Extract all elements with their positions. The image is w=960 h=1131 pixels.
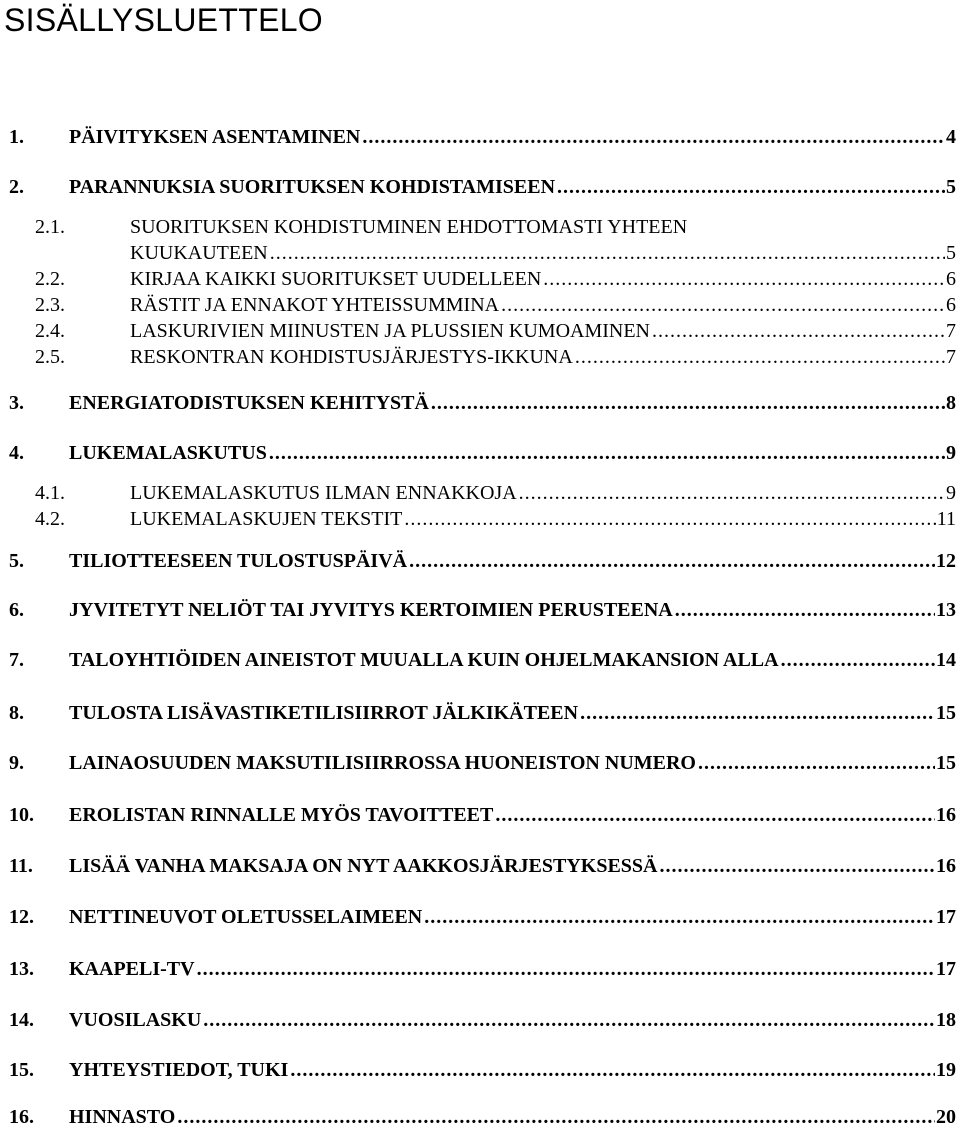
toc-entry-number: 11. <box>9 855 33 877</box>
toc-entry-title: LAINAOSUUDEN MAKSUTILISIIRROSSA HUONEISTON NUMERO <box>69 752 696 774</box>
toc-entry-title: PÄIVITYKSEN ASENTAMINEN <box>69 126 361 148</box>
toc-entry-title: LISÄÄ VANHA MAKSAJA ON NYT AAKKOSJÄRJESTYKSESSÄ <box>69 855 658 877</box>
toc-entry[interactable] <box>0 647 960 673</box>
toc-entry-page: 20 <box>936 1106 956 1128</box>
toc-entry-title: KIRJAA KAIKKI SUORITUKSET UUDELLEEN <box>130 268 542 290</box>
toc-entry-number: 14. <box>9 1009 34 1031</box>
toc-entry-number: 12. <box>9 906 34 928</box>
toc-dot-leader <box>270 240 945 266</box>
toc-entry[interactable] <box>0 548 960 574</box>
toc-entry-number: 2.3. <box>35 294 65 316</box>
toc-entry-number: 2.4. <box>35 320 65 342</box>
toc-entry-title: ENERGIATODISTUKSEN KEHITYSTÄ <box>69 392 429 414</box>
toc-entry-number: 16. <box>9 1106 34 1128</box>
toc-entry[interactable] <box>0 240 960 266</box>
toc-entry[interactable] <box>0 124 960 150</box>
toc-dot-leader <box>660 853 936 879</box>
toc-entry[interactable] <box>0 904 960 930</box>
toc-dot-leader <box>519 480 945 506</box>
toc-entry[interactable] <box>0 344 960 370</box>
toc-dot-leader <box>501 292 945 318</box>
toc-entry-wrapped-line[interactable] <box>0 214 960 240</box>
toc-entry-title: YHTEYSTIEDOT, TUKI <box>69 1059 289 1081</box>
toc-entry-title: NETTINEUVOT OLETUSSELAIMEEN <box>69 906 423 928</box>
toc-entry-title: LASKURIVIEN MIINUSTEN JA PLUSSIEN KUMOAMINEN <box>130 320 650 342</box>
toc-dot-leader <box>424 904 935 930</box>
toc-entry-number: 4. <box>9 442 24 464</box>
toc-entry-page: 19 <box>936 1059 956 1081</box>
toc-dot-leader <box>495 802 935 828</box>
toc-dot-leader <box>580 700 935 726</box>
toc-entry-page: 6 <box>946 294 956 316</box>
toc-entry-number: 8. <box>9 702 24 724</box>
toc-entry[interactable] <box>0 480 960 506</box>
toc-entry-page: 13 <box>936 599 956 621</box>
toc-entry-title: LUKEMALASKUTUS ILMAN ENNAKKOJA <box>130 482 517 504</box>
toc-entry[interactable] <box>0 266 960 292</box>
toc-entry-title: RESKONTRAN KOHDISTUSJÄRJESTYS-IKKUNA <box>130 346 573 368</box>
toc-entry-page: 11 <box>936 508 956 530</box>
toc-entry-page: 7 <box>946 320 956 342</box>
toc-entry-page: 16 <box>936 804 956 826</box>
toc-dot-leader <box>781 647 935 673</box>
toc-entry-number: 1. <box>9 126 24 148</box>
toc-entry[interactable] <box>0 506 960 532</box>
toc-entry-page: 14 <box>936 649 956 671</box>
toc-dot-leader <box>177 1104 935 1130</box>
toc-entry[interactable] <box>0 1007 960 1033</box>
toc-entry-number: 4.1. <box>35 482 65 504</box>
toc-entry-title: LUKEMALASKUJEN TEKSTIT <box>130 508 403 530</box>
toc-entry-title: RÄSTIT JA ENNAKOT YHTEISSUMMINA <box>130 294 500 316</box>
toc-entry-page: 6 <box>946 268 956 290</box>
toc-entry-page: 4 <box>946 126 956 148</box>
toc-entry-number: 10. <box>9 804 34 826</box>
toc-dot-leader <box>269 440 945 466</box>
toc-dot-leader <box>652 318 945 344</box>
toc-entry[interactable] <box>0 292 960 318</box>
toc-entry-title: JYVITETYT NELIÖT TAI JYVITYS KERTOIMIEN PERUSTEENA <box>69 599 673 621</box>
toc-entry-page: 7 <box>946 346 956 368</box>
toc-dot-leader <box>203 1007 935 1033</box>
toc-entry-page: 15 <box>936 752 956 774</box>
toc-entry[interactable] <box>0 174 960 200</box>
toc-entry-title: TALOYHTIÖIDEN AINEISTOT MUUALLA KUIN OHJELMAKANSION ALLA <box>69 649 779 671</box>
toc-entry-title: TULOSTA LISÄVASTIKETILISIIRROT JÄLKIKÄTEEN <box>69 702 579 724</box>
toc-entry-page: 9 <box>946 442 956 464</box>
toc-entry-title: KUUKAUTEEN <box>130 242 268 264</box>
toc-dot-leader <box>409 548 935 574</box>
toc-entry-number: 5. <box>9 550 24 572</box>
toc-entry-number: 4.2. <box>35 508 65 530</box>
toc-entry[interactable] <box>0 318 960 344</box>
toc-entry[interactable] <box>0 700 960 726</box>
toc-dot-leader <box>575 344 945 370</box>
toc-entry[interactable] <box>0 440 960 466</box>
toc-entry-title: LUKEMALASKUTUS <box>69 442 267 464</box>
toc-entry-title: PARANNUKSIA SUORITUKSEN KOHDISTAMISEEN <box>69 176 556 198</box>
toc-entry-page: 5 <box>946 176 956 198</box>
toc-entry[interactable] <box>0 802 960 828</box>
toc-entry[interactable] <box>0 1057 960 1083</box>
toc-entry-number: 13. <box>9 958 34 980</box>
toc-entry-page: 5 <box>946 242 956 264</box>
toc-entry-number: 2.5. <box>35 346 65 368</box>
toc-entry-title: KAAPELI-TV <box>69 958 195 980</box>
toc-entry-number: 2. <box>9 176 24 198</box>
toc-entry-number: 9. <box>9 752 24 774</box>
toc-dot-leader <box>290 1057 935 1083</box>
toc-entry-page: 17 <box>936 906 956 928</box>
toc-dot-leader <box>675 597 935 623</box>
toc-dot-leader <box>431 390 945 416</box>
toc-entry[interactable] <box>0 853 960 879</box>
toc-dot-leader <box>543 266 945 292</box>
page-title: SISÄLLYSLUETTELO <box>4 2 324 38</box>
toc-entry-title: HINNASTO <box>69 1106 176 1128</box>
toc-entry-number: 2.1. <box>35 216 65 238</box>
toc-entry[interactable] <box>0 1104 960 1130</box>
toc-entry-page: 12 <box>936 550 956 572</box>
toc-dot-leader <box>197 956 935 982</box>
toc-dot-leader <box>362 124 945 150</box>
toc-entry[interactable] <box>0 750 960 776</box>
toc-entry-page: 9 <box>946 482 956 504</box>
toc-entry-page: 8 <box>946 392 956 414</box>
toc-entry[interactable] <box>0 597 960 623</box>
toc-entry-number: 15. <box>9 1059 34 1081</box>
toc-entry-title: TILIOTTEESEEN TULOSTUSPÄIVÄ <box>69 550 408 572</box>
toc-entry-title-line1: SUORITUKSEN KOHDISTUMINEN EHDOTTOMASTI YHTEEN <box>130 216 688 238</box>
toc-entry-title: VUOSILASKU <box>69 1009 202 1031</box>
toc-entry-number: 6. <box>9 599 24 621</box>
toc-entry[interactable] <box>0 390 960 416</box>
toc-entry-number: 3. <box>9 392 24 414</box>
toc-entry-page: 15 <box>936 702 956 724</box>
toc-dot-leader <box>404 506 935 532</box>
toc-dot-leader <box>698 750 935 776</box>
toc-entry-number: 2.2. <box>35 268 65 290</box>
toc-entry-number: 7. <box>9 649 24 671</box>
toc-entry-title: EROLISTAN RINNALLE MYÖS TAVOITTEET <box>69 804 494 826</box>
toc-dot-leader <box>557 174 945 200</box>
toc-entry-page: 17 <box>936 958 956 980</box>
toc-entry-page: 18 <box>936 1009 956 1031</box>
toc-entry-page: 16 <box>936 855 956 877</box>
toc-entry[interactable] <box>0 956 960 982</box>
